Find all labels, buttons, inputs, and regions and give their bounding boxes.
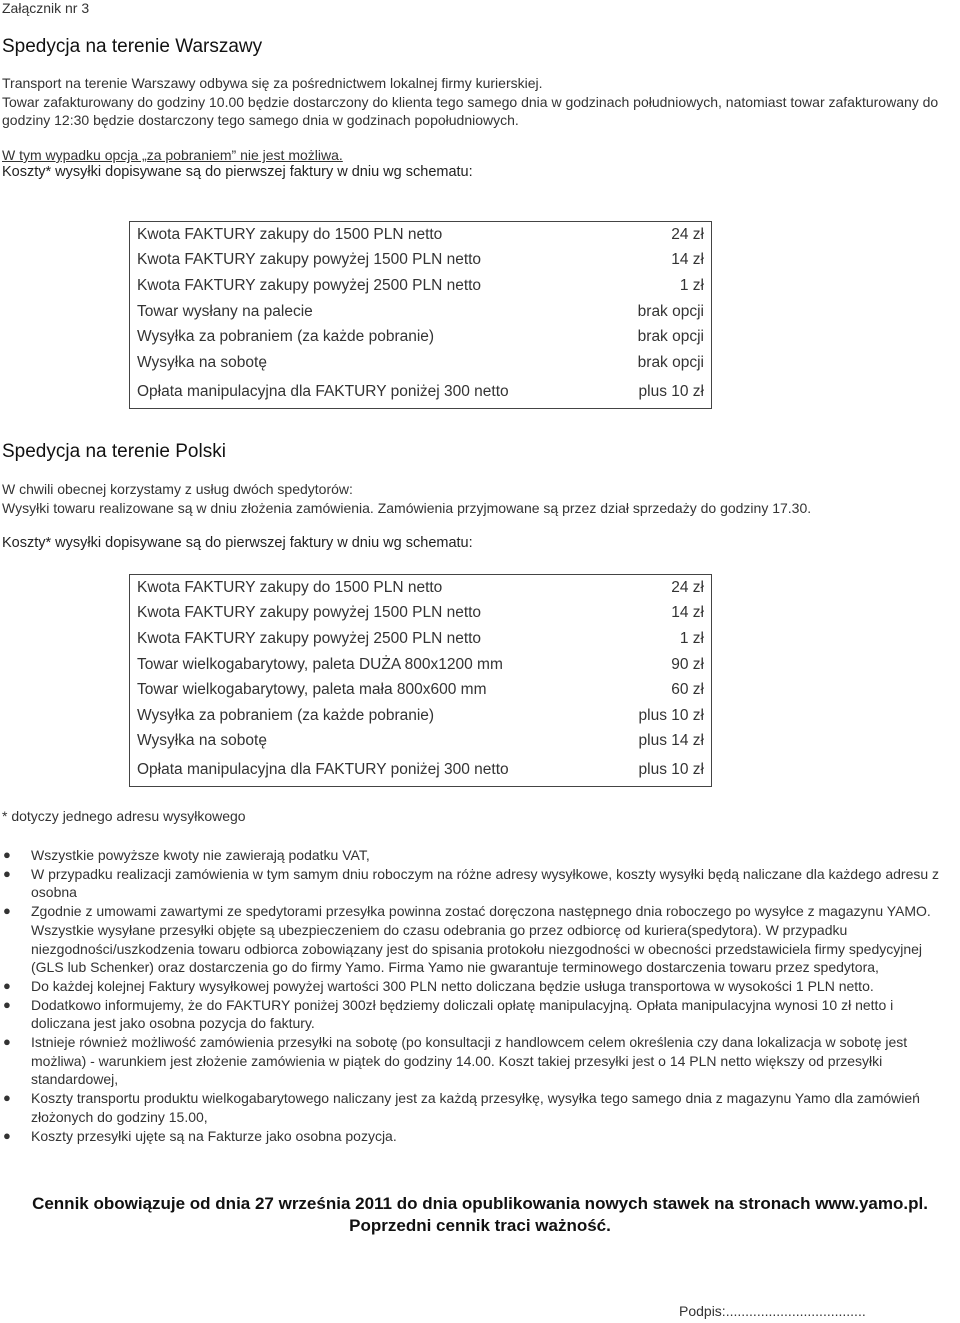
- table-row: [130, 601, 712, 627]
- fee-value: 1 zł: [679, 276, 704, 294]
- fee-label: Opłata manipulacyjna dla FAKTURY poniżej 300 netto: [137, 761, 509, 779]
- annex-label: Załącznik nr 3: [2, 0, 90, 16]
- fee-value: brak opcji: [637, 328, 704, 346]
- bullet-icon: ●: [3, 847, 11, 862]
- list-item: [0, 902, 955, 977]
- list-item: [0, 996, 955, 1033]
- fee-value: plus 10 zł: [638, 761, 704, 779]
- fee-value: brak opcji: [637, 302, 704, 320]
- fee-value: 60 zł: [671, 681, 704, 699]
- fee-label: Wysyłka za pobraniem (za każde pobranie): [137, 706, 435, 724]
- fee-label: Towar wielkogabarytowy, paleta DUŻA 800x1200 mm: [137, 655, 503, 673]
- list-item-text: Wszystkie powyższe kwoty nie zawierają podatku VAT,: [31, 847, 370, 863]
- warsaw-intro: [2, 74, 952, 130]
- list-item: [0, 1127, 955, 1146]
- bullet-icon: ●: [3, 903, 11, 919]
- fee-label: Wysyłka na sobotę: [137, 732, 267, 750]
- list-item: [0, 1033, 955, 1089]
- bullet-icon: ●: [3, 1090, 11, 1106]
- bullet-icon: ●: [3, 1127, 11, 1143]
- fee-label: Kwota FAKTURY zakupy powyżej 1500 PLN netto: [137, 251, 482, 269]
- fee-label: Kwota FAKTURY zakupy powyżej 1500 PLN netto: [137, 604, 482, 622]
- fee-value: brak opcji: [637, 353, 704, 371]
- table-row: [130, 273, 712, 299]
- fee-label: Kwota FAKTURY zakupy do 1500 PLN netto: [137, 225, 443, 243]
- list-item-text: Koszty transportu produktu wielkogabarytowego naliczany jest za każdą przesyłkę, wysyłka tego samego dnia z magazynu Yamo dla zamówień złożonych do godziny 15.00,: [31, 1090, 920, 1125]
- list-item-text: W przypadku realizacji zamówienia w tym samym dniu roboczym na różne adresy wysyłkowe, koszty wysyłki będą naliczane dla każdego adresu z osobna: [31, 865, 940, 901]
- poland-costs-heading: Koszty* wysyłki dopisywane są do pierwszej faktury w dniu wg schematu:: [2, 535, 473, 551]
- warsaw-costs-heading: Koszty* wysyłki dopisywane są do pierwszej faktury w dniu wg schematu:: [2, 164, 473, 180]
- warsaw-fee-table: [129, 221, 712, 409]
- warsaw-section-title: Spedycja na terenie Warszawy: [2, 36, 263, 57]
- validity-line: Poprzedni cennik traci ważność.: [349, 1216, 611, 1235]
- warsaw-cod-note: W tym wypadku opcja „za pobraniem” nie jest możliwa.: [2, 147, 343, 163]
- poland-intro: [2, 480, 952, 517]
- table-row: [130, 350, 712, 376]
- fee-value: plus 14 zł: [638, 732, 704, 750]
- table-row: [130, 222, 712, 248]
- table-row: [130, 575, 712, 601]
- bullet-icon: ●: [3, 977, 11, 993]
- table-row: [130, 299, 712, 325]
- table-row: [130, 652, 712, 678]
- fee-label: Kwota FAKTURY zakupy do 1500 PLN netto: [137, 578, 443, 596]
- table-row: [130, 729, 712, 755]
- table-row: [130, 677, 712, 703]
- fee-value: 24 zł: [671, 225, 704, 243]
- footnote: * dotyczy jednego adresu wysyłkowego: [2, 808, 246, 824]
- poland-intro-line: W chwili obecnej korzystamy z usług dwóch spedytorów:: [2, 481, 353, 497]
- fee-value: 90 zł: [671, 655, 704, 673]
- fee-value: 14 zł: [671, 251, 704, 269]
- bullet-icon: ●: [3, 865, 11, 881]
- table-row: [130, 376, 712, 409]
- bullet-icon: ●: [3, 1034, 11, 1050]
- fee-value: 24 zł: [671, 578, 704, 596]
- fee-label: Kwota FAKTURY zakupy powyżej 2500 PLN netto: [137, 276, 482, 294]
- warsaw-intro-line: Transport na terenie Warszawy odbywa się za pośrednictwem lokalnej firmy kurierskiej.: [2, 75, 543, 91]
- table-row: [130, 626, 712, 652]
- list-item-text: Dodatkowo informujemy, że do FAKTURY poniżej 300zł będziemy doliczali opłatę manipulacyjną. Opłata manipulacyjna wynosi 10 zł netto i doliczana jest jako osobna pozycja do faktury.: [31, 996, 894, 1032]
- poland-fee-table: [129, 574, 712, 787]
- fee-value: plus 10 zł: [638, 706, 704, 724]
- list-item-text: Istnieje również możliwość zamówienia przesyłki na sobotę (po konsultacji z handlowcem celem określenia czy dana lokalizacja w sobotę jest możliwa) - warunkiem jest złożenie zamówienia w piątek do godziny 14.00. Koszt takiej przesyłki jest o 14 PLN netto większy od przesyłki standardowej,: [31, 1034, 908, 1088]
- poland-section-title: Spedycja na terenie Polski: [2, 441, 226, 462]
- warsaw-intro-line: Towar zafakturowany do godziny 10.00 będzie dostarczony do klienta tego samego dnia w godzinach południowych, natomiast towar zafakturowany do godziny 12:30 będzie dostarczony tego samego dnia w godzinach popołudniowych.: [2, 93, 939, 128]
- table-row: [130, 248, 712, 274]
- fee-value: plus 10 zł: [638, 382, 704, 400]
- terms-list: [0, 846, 955, 1145]
- list-item-text: Do każdej kolejnej Faktury wysyłkowej powyżej wartości 300 PLN netto doliczana będzie usługa transportowa w wysokości 1 PLN netto.: [31, 977, 874, 994]
- fee-label: Wysyłka na sobotę: [137, 353, 267, 371]
- validity-line: Cennik obowiązuje od dnia 27 września 2011 do dnia opublikowania nowych stawek na stronach www.yamo.pl.: [32, 1194, 928, 1213]
- fee-label: Opłata manipulacyjna dla FAKTURY poniżej 300 netto: [137, 382, 509, 400]
- fee-value: 14 zł: [671, 604, 704, 622]
- list-item: [0, 846, 955, 865]
- table-row: [130, 324, 712, 350]
- list-item: [0, 977, 955, 996]
- list-item: [0, 865, 955, 902]
- table-row: [130, 754, 712, 787]
- table-row: [130, 703, 712, 729]
- fee-label: Towar wielkogabarytowy, paleta mała 800x600 mm: [137, 681, 487, 699]
- validity-notice: [0, 1193, 960, 1237]
- fee-label: Towar wysłany na palecie: [137, 302, 313, 320]
- list-item: [0, 1089, 955, 1126]
- list-item-text: Zgodnie z umowami zawartymi ze spedytorami przesyłka powinna zostać doręczona następnego dnia roboczego po wysyłce z magazynu YAMO. Wszystkie wysyłane przesyłki objęte są ubezpieczeniem do czasu odebrania go przez odbiorcę od kuriera(spedytora). W przypadku niezgodności/uszkodzenia towaru odbiorca zobowiązany jest do spisania protokołu niezgodności w obecności przedstawiciela firmy spedycyjnej (GLS lub Schenker) oraz dostarczenia go do firmy Yamo. Firma Yamo nie gwarantuje terminowego dostarczenia towaru przez spedytora,: [31, 903, 931, 976]
- bullet-icon: ●: [3, 996, 11, 1012]
- poland-intro-line: Wysyłki towaru realizowane są w dniu złożenia zamówienia. Zamówienia przyjmowane są przez dział sprzedaży do godziny 17.30.: [2, 499, 812, 516]
- fee-label: Wysyłka za pobraniem (za każde pobranie): [137, 328, 435, 346]
- fee-label: Kwota FAKTURY zakupy powyżej 2500 PLN netto: [137, 629, 482, 647]
- list-item-text: Koszty przesyłki ujęte są na Fakturze jako osobna pozycja.: [31, 1127, 397, 1144]
- fee-value: 1 zł: [679, 629, 704, 647]
- signature-line: Podpis:....................................: [679, 1303, 866, 1319]
